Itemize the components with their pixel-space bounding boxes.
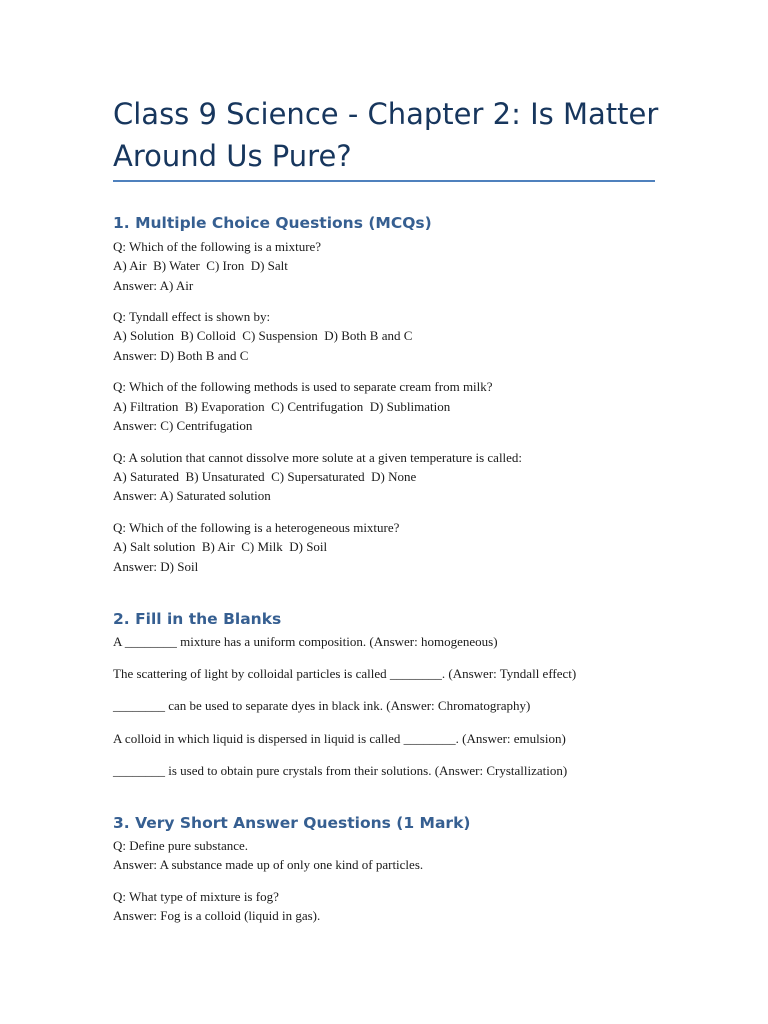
mcq-2-options: A) Solution B) Colloid C) Suspension D) Both B and C	[113, 328, 413, 343]
page-title: Class 9 Science - Chapter 2: Is Matter Around Us Pure?	[113, 97, 659, 173]
mcq-5-question: Q: Which of the following is a heterogeneous mixture?	[113, 520, 400, 535]
mcq-4-options: A) Saturated B) Unsaturated C) Supersaturated D) None	[113, 469, 417, 484]
title-underline	[113, 180, 655, 182]
mcq-3-question: Q: Which of the following methods is used to separate cream from milk?	[113, 379, 493, 394]
mcq-5-options: A) Salt solution B) Air C) Milk D) Soil	[113, 539, 328, 554]
mcq-1-answer: Answer: A) Air	[113, 278, 194, 293]
mcq-4-answer: Answer: A) Saturated solution	[113, 488, 271, 503]
fill-blank-2: The scattering of light by colloidal particles is called ________. (Answer: Tyndall effect)	[113, 666, 577, 681]
fill-blank-4: A colloid in which liquid is dispersed in liquid is called ________. (Answer: emulsion)	[113, 731, 566, 746]
mcq-1-options: A) Air B) Water C) Iron D) Salt	[113, 258, 288, 273]
mcq-2-question: Q: Tyndall effect is shown by:	[113, 309, 271, 324]
mcq-1-question: Q: Which of the following is a mixture?	[113, 239, 322, 254]
vsa-1-question: Q: Define pure substance.	[113, 838, 249, 853]
fill-blank-3: ________ can be used to separate dyes in black ink. (Answer: Chromatography)	[113, 698, 531, 713]
vsa-1-answer: Answer: A substance made up of only one kind of particles.	[113, 857, 424, 872]
mcq-3-answer: Answer: C) Centrifugation	[113, 418, 253, 433]
mcq-4-question: Q: A solution that cannot dissolve more solute at a given temperature is called:	[113, 450, 523, 465]
fill-blank-1: A ________ mixture has a uniform composition. (Answer: homogeneous)	[113, 634, 498, 649]
mcq-2-answer: Answer: D) Both B and C	[113, 348, 249, 363]
vsa-2-question: Q: What type of mixture is fog?	[113, 889, 279, 904]
mcq-5-answer: Answer: D) Soil	[113, 559, 199, 574]
section-heading-mcq: 1. Multiple Choice Questions (MCQs)	[113, 214, 432, 232]
fill-blank-5: ________ is used to obtain pure crystals from their solutions. (Answer: Crystallization)	[113, 763, 568, 778]
mcq-3-options: A) Filtration B) Evaporation C) Centrifugation D) Sublimation	[113, 399, 451, 414]
section-heading-fill-blanks: 2. Fill in the Blanks	[113, 610, 282, 628]
vsa-2-answer: Answer: Fog is a colloid (liquid in gas).	[113, 908, 321, 923]
section-heading-very-short: 3. Very Short Answer Questions (1 Mark)	[113, 814, 471, 832]
